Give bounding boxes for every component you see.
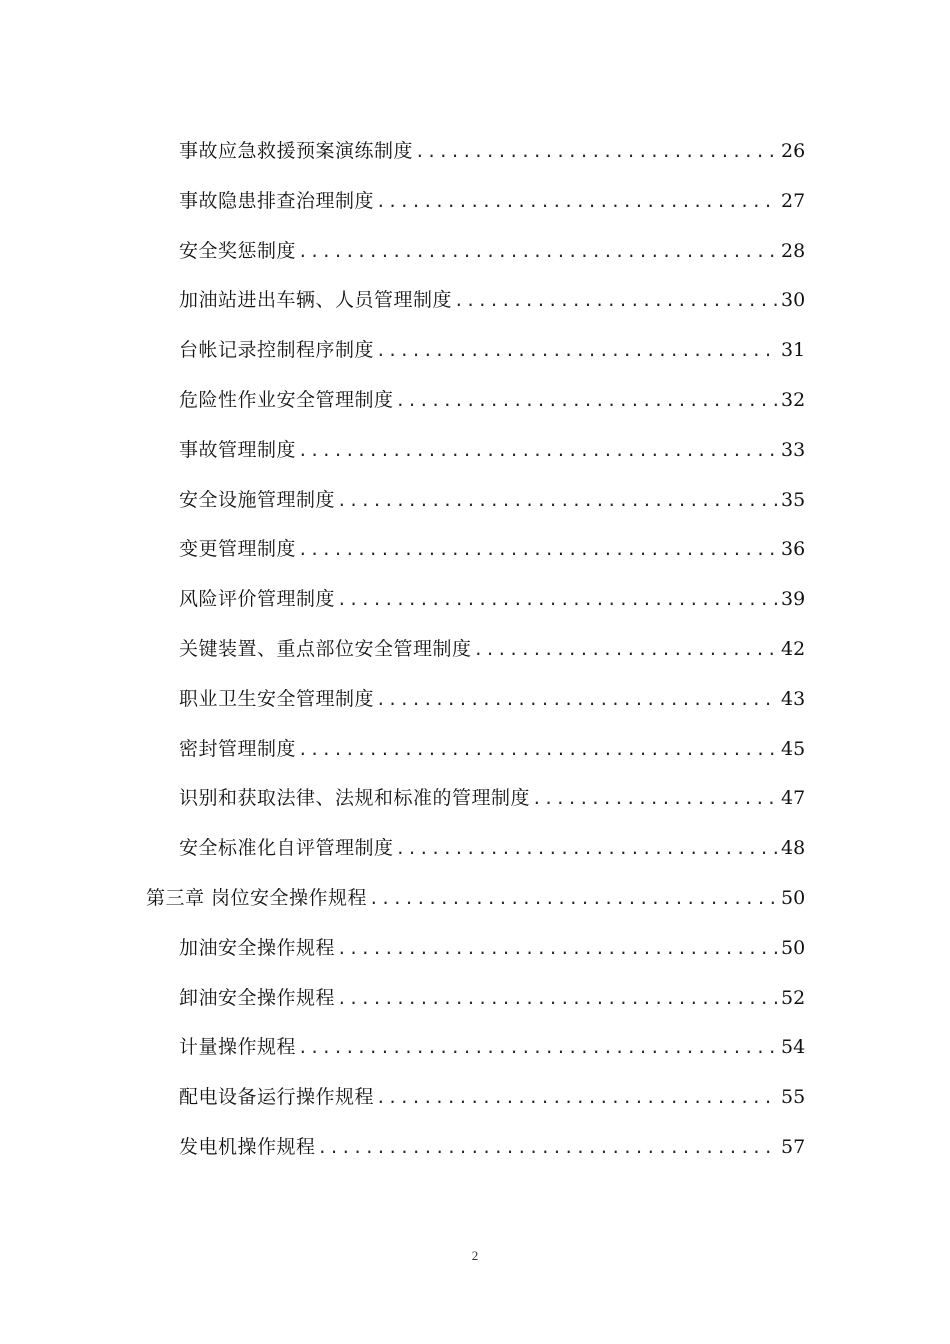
- toc-entry-title: 安全奖惩制度: [179, 239, 297, 262]
- toc-entry-page: 50: [781, 886, 806, 909]
- toc-entry-page: 47: [781, 787, 806, 810]
- page-number: 2: [471, 1248, 479, 1263]
- toc-entry[interactable]: [0, 376, 950, 426]
- toc-entry-title: 变更管理制度: [179, 538, 297, 561]
- toc-dot-leader: [337, 476, 778, 526]
- toc-entry[interactable]: [0, 1123, 950, 1173]
- toc-dot-leader: [454, 276, 778, 326]
- toc-entry-title: 安全设施管理制度: [179, 488, 336, 511]
- toc-entry-title: 事故隐患排查治理制度: [179, 189, 375, 212]
- toc-entry-page: 57: [781, 1135, 806, 1158]
- toc-dot-leader: [298, 725, 778, 775]
- toc-entry[interactable]: [0, 1073, 950, 1123]
- toc-dot-leader: [318, 1123, 778, 1173]
- toc-entry[interactable]: [0, 675, 950, 725]
- toc-dot-leader: [298, 1023, 778, 1073]
- toc-entry-title: 配电设备运行操作规程: [179, 1086, 375, 1109]
- toc-entry-page: 42: [781, 637, 806, 660]
- toc-dot-leader: [298, 426, 778, 476]
- toc-dot-leader: [376, 675, 778, 725]
- toc-entry-title: 识别和获取法律、法规和标准的管理制度: [179, 787, 531, 810]
- toc-dot-leader: [337, 924, 778, 974]
- toc-dot-leader: [337, 974, 778, 1024]
- toc-entry-title: 安全标准化自评管理制度: [179, 837, 394, 860]
- toc-entry[interactable]: [0, 824, 950, 874]
- toc-entry-page: 26: [781, 140, 806, 162]
- toc-entry-page: 28: [781, 239, 806, 262]
- toc-entry[interactable]: [0, 127, 950, 177]
- toc-entry-title: 台帐记录控制程序制度: [179, 339, 375, 362]
- toc-entry-title: 加油安全操作规程: [179, 936, 336, 959]
- toc-dot-leader: [474, 625, 778, 675]
- toc-entry-title: 危险性作业安全管理制度: [179, 388, 394, 411]
- toc-entry[interactable]: [0, 575, 950, 625]
- toc-entry[interactable]: [0, 227, 950, 277]
- toc-entry[interactable]: [0, 924, 950, 974]
- toc-entry-page: 52: [781, 986, 806, 1009]
- toc-entry-page: 32: [781, 388, 806, 411]
- toc-dot-leader: [415, 127, 778, 177]
- toc-entry-page: 33: [781, 438, 806, 461]
- toc-entry[interactable]: [0, 326, 950, 376]
- toc-entry-title: 卸油安全操作规程: [179, 986, 336, 1009]
- toc-entry-title: 发电机操作规程: [179, 1135, 316, 1158]
- toc-dot-leader: [396, 824, 778, 874]
- toc-entry[interactable]: [0, 625, 950, 675]
- toc-dot-leader: [396, 376, 778, 426]
- toc-entry-page: 39: [781, 588, 806, 611]
- toc-entry-page: 45: [781, 737, 806, 760]
- toc-entry[interactable]: [0, 774, 950, 824]
- toc-entry-title: 事故应急救援预案演练制度: [179, 140, 414, 162]
- toc-dot-leader: [369, 874, 778, 924]
- toc-entry-page: 54: [781, 1036, 806, 1059]
- toc-dot-leader: [298, 525, 778, 575]
- toc-entry-title: 事故管理制度: [179, 438, 297, 461]
- toc-entry-page: 55: [781, 1086, 806, 1109]
- toc-entry[interactable]: [0, 725, 950, 775]
- toc-entry-page: 27: [781, 189, 806, 212]
- toc-entry-title: 关键装置、重点部位安全管理制度: [179, 637, 472, 660]
- toc-entry-title: 密封管理制度: [179, 737, 297, 760]
- toc-entry-page: 31: [781, 339, 806, 362]
- toc-entry[interactable]: [0, 177, 950, 227]
- toc-entry-page: 43: [781, 687, 806, 710]
- toc-entry-title: 计量操作规程: [179, 1036, 297, 1059]
- toc-dot-leader: [376, 1073, 778, 1123]
- toc-entry-title: 职业卫生安全管理制度: [179, 687, 375, 710]
- toc-entry-title: 加油站进出车辆、人员管理制度: [179, 289, 453, 312]
- toc-entry[interactable]: [0, 426, 950, 476]
- toc-dot-leader: [376, 177, 778, 227]
- toc-entry-page: 35: [781, 488, 806, 511]
- toc-entry[interactable]: [0, 276, 950, 326]
- toc-entry[interactable]: [0, 525, 950, 575]
- toc-dot-leader: [532, 774, 778, 824]
- toc-entry-page: 30: [781, 289, 806, 312]
- toc-dot-leader: [298, 227, 778, 277]
- toc-dot-leader: [376, 326, 778, 376]
- toc-entry-page: 48: [781, 837, 806, 860]
- toc-entry[interactable]: [0, 1023, 950, 1073]
- toc-entry[interactable]: [0, 476, 950, 526]
- toc-entry-page: 36: [781, 538, 806, 561]
- toc-entry-title: 第三章 岗位安全操作规程: [146, 886, 368, 909]
- table-of-contents: [0, 127, 950, 1173]
- toc-entry-page: 50: [781, 936, 806, 959]
- toc-dot-leader: [337, 575, 778, 625]
- toc-chapter-entry[interactable]: [0, 874, 950, 924]
- toc-entry[interactable]: [0, 974, 950, 1024]
- toc-entry-title: 风险评价管理制度: [179, 588, 336, 611]
